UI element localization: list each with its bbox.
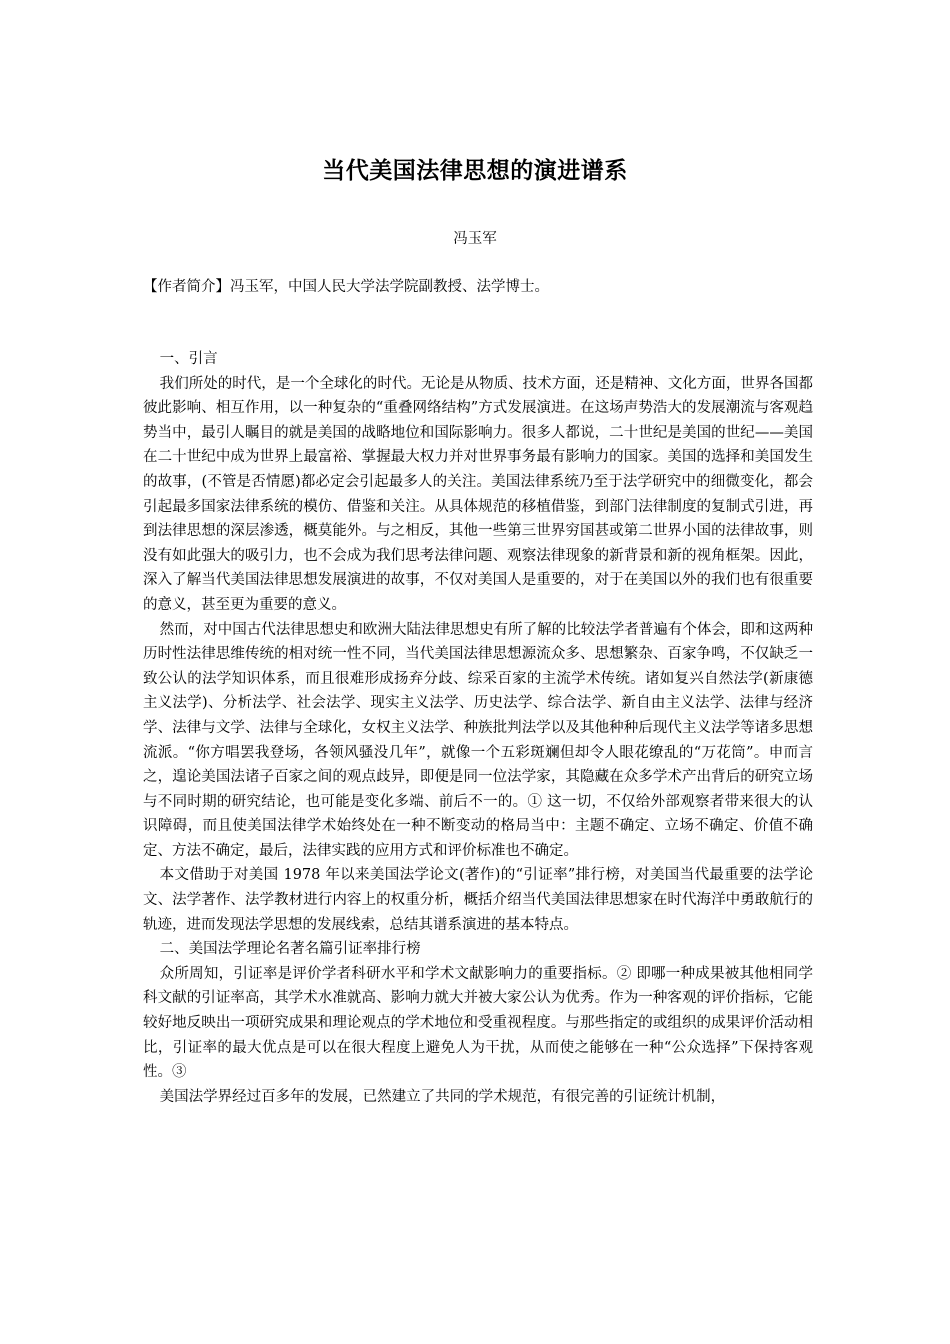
- author-intro: 【作者简介】冯玉军，中国人民大学法学院副教授、法学博士。: [143, 279, 549, 295]
- section-heading: 一、引言: [159, 351, 218, 367]
- paragraph: 美国法学界经过百多年的发展，已然建立了共同的学术规范，有很完善的引证统计机制，: [159, 1088, 726, 1105]
- section-heading: 二、美国法学理论名著名篇引证率排行榜: [159, 941, 421, 958]
- author-name: 冯玉军: [453, 231, 497, 247]
- paragraph: 本文借助于对美国 1978 年以来美国法学论文(著作)的“引证率”排行榜，对美国当代最重要的法学论文、法学著作、法学教材进行内容上的权重分析，概括介绍当代美国法律思想家在时代海洋中勇敢航行的轨迹，进而发现法学思想的发展线索，总结其谱系演进的基本特点。: [143, 867, 813, 933]
- body-text: [143, 347, 813, 1109]
- paragraph: 然而，对中国古代法律思想史和欧洲大陆法律思想史有所了解的比较法学者普遍有个体会，即和这两种历时性法律思维传统的相对统一性不同，当代美国法律思想源流众多、思想繁杂、百家争鸣，不仅缺乏一致公认的法学知识体系，而且很难形成扬弃分歧、综采百家的主流学术传统。诸如复兴自然法学(新康德主义法学)、分析法学、社会法学、现实主义法学、历史法学、综合法学、新自由主义法学、法律与经济学、法律与文学、法律与全球化，女权主义法学、种族批判法学以及其他种种后现代主义法学等诸多思想流派。“你方唱罢我登场，各领风骚没几年”，就像一个五彩斑斓但却令人眼花缭乱的“万花筒”。申而言之，遑论美国法诸子百家之间的观点歧异，即便是同一位法学家，其隐藏在众多学术产出背后的研究立场与不同时期的研究结论，也可能是变化多端、前后不一的。① 这一切，不仅给外部观察者带来很大的认识障碍，而且使美国法律学术始终处在一种不断变动的格局当中：主题不确定、立场不确定、价值不确定、方法不确定，最后，法律实践的应用方式和评价标准也不确定。: [143, 621, 813, 859]
- document-title: 当代美国法律思想的演进谱系: [322, 157, 628, 184]
- paragraph: 众所周知，引证率是评价学者科研水平和学术文献影响力的重要指标。② 即哪一种成果被其他相同学科文献的引证率高，其学术水准就高、影响力就大并被大家公认为优秀。作为一种客观的评价指标，它能较好地反映出一项研究成果和理论观点的学术地位和受重视程度。与那些指定的或组织的成果评价活动相比，引证率的最大优点是可以在很大程度上避免人为干扰，从而使之能够在一种“公众选择”下保持客观性。③: [143, 965, 813, 1081]
- paragraph: 我们所处的时代，是一个全球化的时代。无论是从物质、技术方面，还是精神、文化方面，世界各国都彼此影响、相互作用，以一种复杂的“重叠网络结构”方式发展演进。在这场声势浩大的发展潮流与客观趋势当中，最引人瞩目的就是美国的战略地位和国际影响力。很多人都说，二十世纪是美国的世纪——美国在二十世纪中成为世界上最富裕、掌握最大权力并对世界事务最有影响力的国家。美国的选择和美国发生的故事，(不管是否情愿)都必定会引起最多人的关注。美国法律系统乃至于法学研究中的细微变化，都会引起最多国家法律系统的模仿、借鉴和关注。从具体规范的移植借鉴，到部门法律制度的复制式引进，再到法律思想的深层渗透，概莫能外。与之相反，其他一些第三世界穷国甚或第二世界小国的法律故事，则没有如此强大的吸引力，也不会成为我们思考法律问题、观察法律现象的新背景和新的视角框架。因此，深入了解当代美国法律思想发展演进的故事，不仅对美国人是重要的，对于在美国以外的我们也有很重要的意义，甚至更为重要的意义。: [143, 375, 813, 613]
